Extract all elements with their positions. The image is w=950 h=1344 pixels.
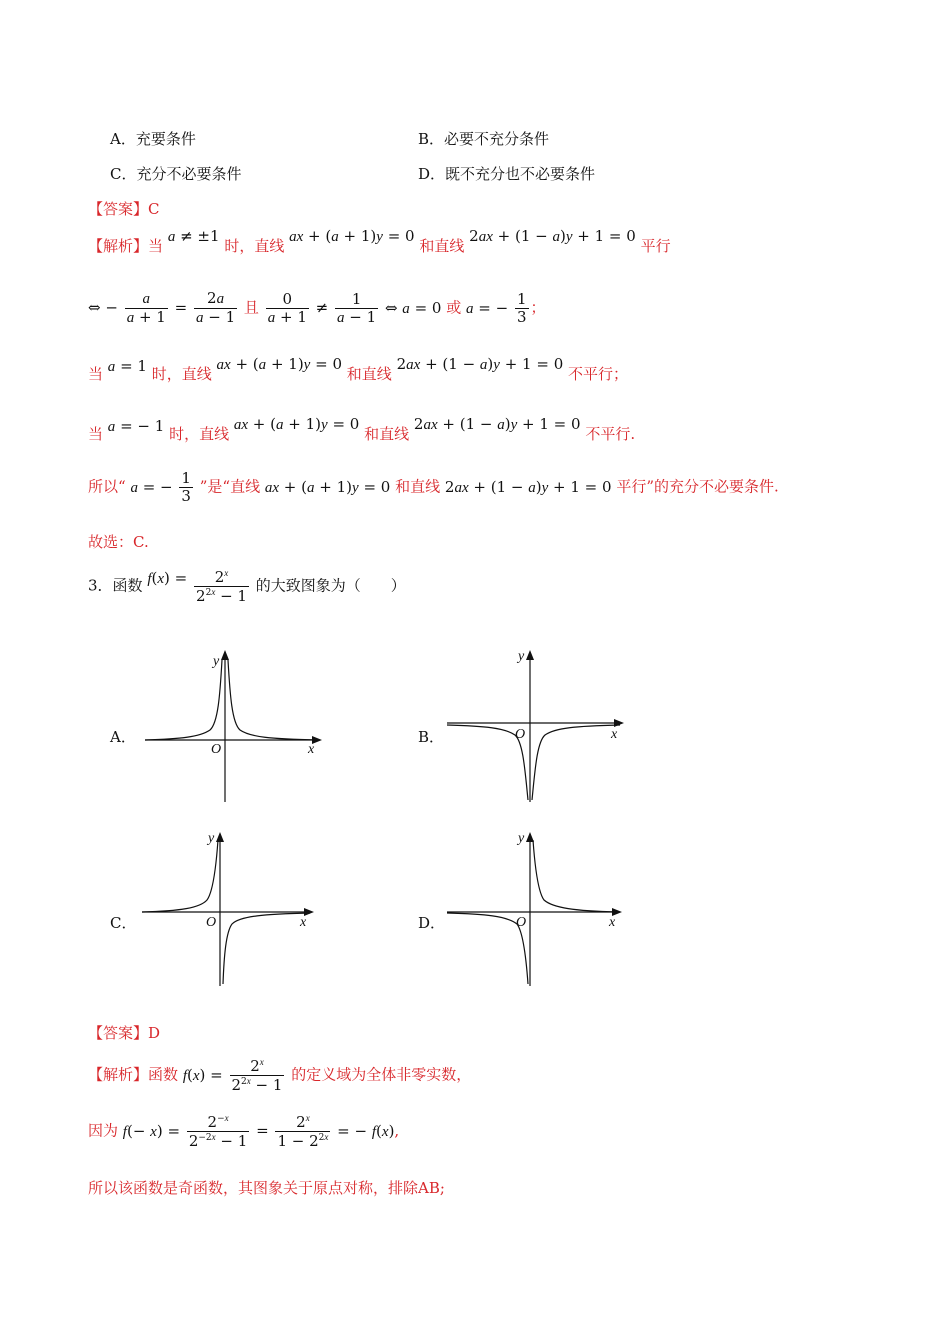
graph-c-y-label: y (208, 831, 215, 846)
q2-analysis-line-5: 所以“ a = − $\frac{1}{3}$ ”是“直线 ax + (a + 1)y = 0 和直线 2ax + (1 − a)y + 1 = 0 平行”的充分不必要条件. (88, 469, 779, 505)
graph-a-x-label: x (308, 742, 315, 757)
graph-c-x-label: x (300, 915, 307, 930)
q2-analysis-line-6: 故选：C. (88, 533, 149, 551)
graph-d (445, 828, 635, 990)
graph-b (445, 645, 635, 805)
graph-a-origin: O (211, 742, 222, 757)
graph-b-origin: O (515, 727, 526, 742)
option-a: A．充要条件 (110, 130, 196, 148)
graph-d-origin: O (516, 915, 527, 930)
q2-analysis-line-1: 【解析】当 a ≠ ±1 时，直线 ax + (a + 1)y = 0 和直线 2ax + (1 − a)y + 1 = 0 平行 (88, 227, 671, 255)
graph-c (140, 828, 330, 990)
q2-answer: 【答案】C (88, 200, 160, 218)
graph-a-y-label: y (213, 654, 220, 669)
option-b: B．必要不充分条件 (418, 130, 550, 148)
q3-analysis-line-2: 因为 f(− x) = $\frac{2^{-x}}{2^{-2x} - 1}$ = $\frac{2^x}{1 - 2^{2x}}$ = − f(x), (88, 1113, 400, 1150)
graph-b-x-label: x (611, 727, 618, 742)
q2-analysis-line-4: 当 a = − 1 时，直线 ax + (a + 1)y = 0 和直线 2ax + (1 − a)y + 1 = 0 不平行. (88, 415, 636, 443)
option-d: D．既不充分也不必要条件 (418, 165, 596, 183)
q2-analysis-line-3: 当 a = 1 时，直线 ax + (a + 1)y = 0 和直线 2ax + (1 − a)y + 1 = 0 不平行； (88, 355, 629, 383)
q2-analysis-line-2: ⇔ − $\frac{a}{a + 1}$ = $\frac{2a}{a - 1}$ 且 $\frac{0}{a + 1}$ ≠ $\frac{1}{a - 1}$ ⇔ a = 0 或 a = − $\frac{1}{3}$ ； (88, 289, 546, 326)
graph-a (140, 645, 330, 805)
graph-c-label: C． (110, 914, 137, 932)
q3-answer: 【答案】D (88, 1024, 161, 1042)
q3-stem: 3．函数 f(x) = $\frac{2^x}{2^{2x} - 1}$ 的大致图象为（ ） (88, 568, 406, 605)
graph-d-y-label: y (518, 831, 525, 846)
option-c: C．充分不必要条件 (110, 165, 242, 183)
graph-b-y-label: y (518, 649, 525, 664)
q3-analysis-line-3: 所以该函数是奇函数，其图象关于原点对称，排除AB; (88, 1179, 445, 1197)
graph-c-origin: O (206, 915, 217, 930)
graph-b-label: B． (418, 728, 445, 746)
graph-a-label: A． (110, 728, 136, 746)
graph-d-label: D． (418, 914, 446, 932)
q3-analysis-line-1: 【解析】函数 f(x) = $\frac{2^x}{2^{2x} - 1}$ 的定义域为全体非零实数， (88, 1057, 472, 1094)
graph-d-x-label: x (609, 915, 616, 930)
